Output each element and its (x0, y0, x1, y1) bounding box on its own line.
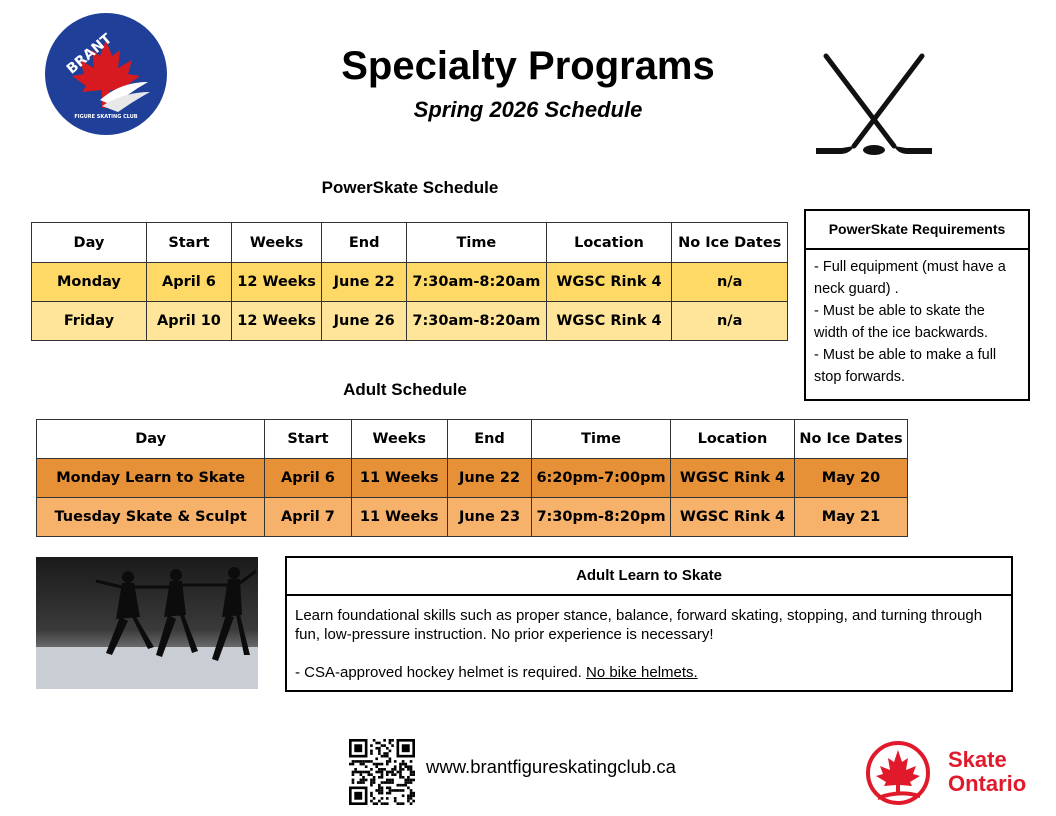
table-cell: 7:30pm-8:20pm (532, 498, 671, 537)
skate-ontario-logo (858, 740, 938, 806)
table-cell: June 22 (322, 263, 407, 302)
table-cell: Tuesday Skate & Sculpt (37, 498, 265, 537)
website-link[interactable]: www.brantfigureskatingclub.ca (426, 756, 676, 777)
column-header: End (322, 223, 407, 263)
column-header: Location (546, 223, 672, 263)
column-header: Time (532, 420, 671, 459)
table-cell: April 10 (146, 302, 231, 341)
maple-leaf-icon (876, 750, 920, 792)
table-row (32, 302, 788, 341)
table-cell: n/a (672, 302, 788, 341)
column-header: Location (670, 420, 794, 459)
table-row (32, 263, 788, 302)
table-cell: WGSC Rink 4 (670, 498, 794, 537)
column-header: Day (32, 223, 147, 263)
adult-heading: Adult Schedule (343, 380, 467, 399)
helmet-note-line (295, 663, 1003, 682)
hockey-sticks-icon (812, 50, 936, 166)
column-header: Weeks (351, 420, 447, 459)
powerskate-requirements-box (804, 209, 1030, 401)
table-cell: June 23 (447, 498, 531, 537)
powerskate-table (31, 222, 788, 341)
table-cell: WGSC Rink 4 (546, 263, 672, 302)
column-header: Time (407, 223, 546, 263)
table-cell: 6:20pm-7:00pm (532, 459, 671, 498)
table-cell: Monday (32, 263, 147, 302)
table-cell: Friday (32, 302, 147, 341)
table-cell: WGSC Rink 4 (546, 302, 672, 341)
table-cell: 12 Weeks (231, 302, 321, 341)
learn-to-skate-body (287, 596, 1011, 692)
table-cell: 7:30am-8:20am (407, 263, 546, 302)
table-cell: April 6 (146, 263, 231, 302)
column-header: End (447, 420, 531, 459)
requirement-item: - Must be able to make a full stop forwards. (814, 347, 997, 385)
logo-text: BRANT (63, 30, 116, 78)
learn-to-skate-description: Learn foundational skills such as proper stance, balance, forward skating, stopping, and turning through fun, low-pressure instruction. No prior experience is necessary! (295, 607, 983, 643)
skate-ontario-line2: Ontario (948, 771, 1027, 796)
requirement-item: - Full equipment (must have a neck guard) . (814, 259, 1006, 297)
adult-table (36, 419, 908, 537)
page-title: Specialty Programs (341, 44, 715, 88)
column-header: Weeks (231, 223, 321, 263)
requirements-list (806, 250, 1028, 394)
qr-code[interactable] (349, 739, 415, 805)
helmet-warning: No bike helmets. (585, 664, 698, 681)
table-row (37, 459, 908, 498)
skate-ontario-wordmark (948, 748, 1026, 796)
page-subtitle: Spring 2026 Schedule (413, 97, 643, 122)
learn-to-skate-box (285, 556, 1013, 692)
table-cell: June 26 (322, 302, 407, 341)
learn-to-skate-heading: Adult Learn to Skate (287, 558, 1011, 596)
requirements-heading: PowerSkate Requirements (806, 211, 1028, 250)
table-cell: WGSC Rink 4 (670, 459, 794, 498)
table-cell: April 7 (265, 498, 351, 537)
table-cell: 7:30am-8:20am (407, 302, 546, 341)
table-cell: April 6 (265, 459, 351, 498)
column-header: Day (37, 420, 265, 459)
requirement-item: - Must be able to skate the width of the ice backwards. (814, 303, 989, 341)
logo-subtext: FIGURE SKATING CLUB (74, 114, 138, 120)
table-cell: June 22 (447, 459, 531, 498)
table-cell: 12 Weeks (231, 263, 321, 302)
helmet-note: - CSA-approved hockey helmet is required. (295, 664, 586, 681)
skaters-photo (36, 557, 258, 689)
table-cell: 11 Weeks (351, 459, 447, 498)
skate-ontario-line1: Skate (948, 747, 1007, 772)
table-row (37, 498, 908, 537)
column-header: No Ice Dates (795, 420, 908, 459)
column-header: No Ice Dates (672, 223, 788, 263)
column-header: Start (265, 420, 351, 459)
table-header-row (37, 420, 908, 459)
table-cell: n/a (672, 263, 788, 302)
powerskate-heading: PowerSkate Schedule (321, 178, 499, 197)
column-header: Start (146, 223, 231, 263)
table-cell: Monday Learn to Skate (37, 459, 265, 498)
table-header-row (32, 223, 788, 263)
table-cell: May 21 (795, 498, 908, 537)
table-cell: May 20 (795, 459, 908, 498)
table-cell: 11 Weeks (351, 498, 447, 537)
